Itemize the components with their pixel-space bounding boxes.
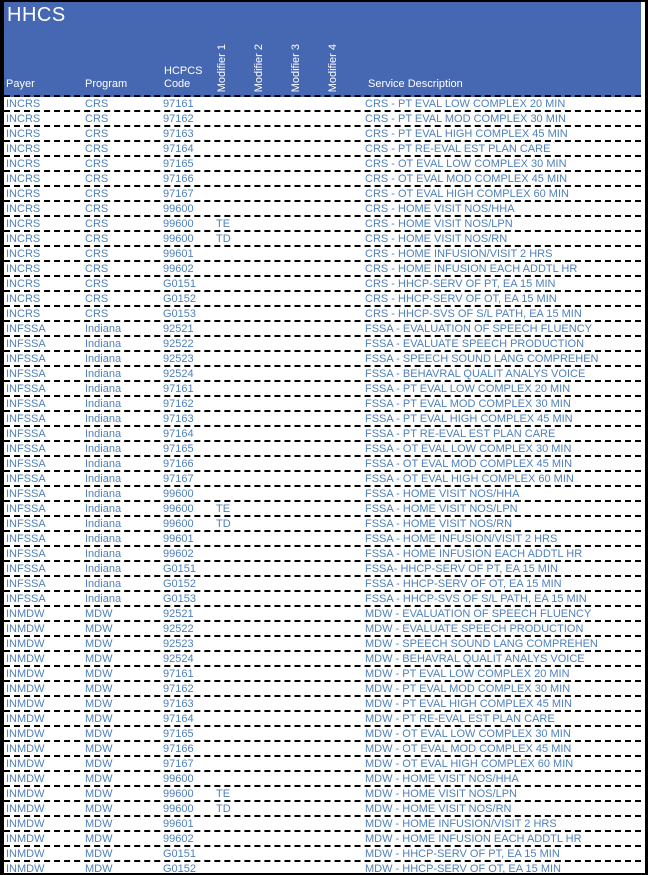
cell-service-description: MDW - SPEECH SOUND LANG COMPREHEN: [365, 637, 598, 650]
cell-program: CRS: [85, 277, 109, 290]
cell-program: CRS: [85, 307, 109, 320]
cell-payer: INFSSA: [6, 562, 46, 575]
table-row[interactable]: [4, 292, 641, 307]
cell-hcpcs-code: 99600: [163, 202, 194, 215]
table-row[interactable]: [4, 832, 641, 847]
cell-service-description: MDW - HHCP-SERV OF PT, EA 15 MIN: [365, 847, 560, 860]
cell-program: CRS: [85, 262, 109, 275]
cell-program: Indiana: [85, 337, 122, 350]
table-row[interactable]: [4, 532, 641, 547]
table-row[interactable]: [4, 772, 641, 787]
spreadsheet: [4, 2, 645, 873]
table-row[interactable]: [4, 127, 641, 142]
table-row[interactable]: [4, 187, 641, 202]
cell-service-description: FSSA - HHCP-SERV OF OT, EA 15 MIN: [365, 577, 562, 590]
cell-hcpcs-code: 92521: [163, 322, 194, 335]
cell-program: Indiana: [85, 457, 122, 470]
cell-hcpcs-code: 97163: [163, 412, 194, 425]
cell-payer: INCRS: [6, 277, 41, 290]
cell-service-description: MDW - HOME VISIT NOS/RN: [365, 802, 512, 815]
cell-service-description: FSSA - EVALUATE SPEECH PRODUCTION: [365, 337, 585, 350]
cell-payer: INFSSA: [6, 487, 46, 500]
cell-hcpcs-code: G0152: [163, 862, 197, 873]
cell-service-description: MDW - PT EVAL MOD COMPLEX 30 MIN: [365, 682, 571, 695]
cell-hcpcs-code: G0151: [163, 562, 197, 575]
cell-program: MDW: [85, 727, 113, 740]
column-header-payer: Payer: [6, 78, 35, 90]
cell-hcpcs-code: 97165: [163, 157, 194, 170]
cell-hcpcs-code: 97167: [163, 187, 194, 200]
cell-payer: INFSSA: [6, 427, 46, 440]
cell-hcpcs-code: 99602: [163, 262, 194, 275]
cell-program: Indiana: [85, 502, 122, 515]
table-row[interactable]: [4, 97, 641, 112]
cell-service-description: MDW - PT EVAL LOW COMPLEX 20 MIN: [365, 667, 570, 680]
cell-payer: INFSSA: [6, 547, 46, 560]
table-row[interactable]: [4, 667, 641, 682]
table-row[interactable]: [4, 337, 641, 352]
cell-program: MDW: [85, 772, 113, 785]
cell-service-description: CRS - HOME INFUSION/VISIT 2 HRS: [365, 247, 553, 260]
table-row[interactable]: [4, 862, 641, 873]
cell-service-description: FSSA - OT EVAL LOW COMPLEX 30 MIN: [365, 442, 572, 455]
cell-service-description: CRS - PT EVAL HIGH COMPLEX 45 MIN: [365, 127, 568, 140]
cell-payer: INCRS: [6, 142, 41, 155]
cell-payer: INMDW: [6, 832, 45, 845]
cell-hcpcs-code: 99600: [163, 232, 194, 245]
cell-program: MDW: [85, 667, 113, 680]
cell-payer: INCRS: [6, 232, 41, 245]
cell-program: Indiana: [85, 562, 122, 575]
table-header-band: [4, 2, 641, 97]
cell-service-description: MDW - EVALUATION OF SPEECH FLUENCY: [365, 607, 592, 620]
cell-program: CRS: [85, 187, 109, 200]
table-row[interactable]: [4, 232, 641, 247]
cell-service-description: MDW - HOME INFUSION EACH ADDTL HR: [365, 832, 582, 845]
cell-hcpcs-code: 92521: [163, 607, 194, 620]
cell-hcpcs-code: 97166: [163, 457, 194, 470]
cell-hcpcs-code: 97166: [163, 742, 194, 755]
cell-payer: INMDW: [6, 667, 45, 680]
cell-hcpcs-code: 97161: [163, 382, 194, 395]
table-row[interactable]: [4, 217, 641, 232]
cell-payer: INCRS: [6, 262, 41, 275]
cell-program: MDW: [85, 742, 113, 755]
cell-program: Indiana: [85, 472, 122, 485]
cell-service-description: MDW - OT EVAL HIGH COMPLEX 60 MIN: [365, 757, 574, 770]
cell-service-description: FSSA - HOME INFUSION EACH ADDTL HR: [365, 547, 583, 560]
cell-payer: INMDW: [6, 652, 45, 665]
cell-hcpcs-code: 97161: [163, 97, 194, 110]
cell-program: CRS: [85, 142, 109, 155]
cell-payer: INCRS: [6, 97, 41, 110]
cell-hcpcs-code: 99601: [163, 817, 194, 830]
cell-service-description: MDW - HOME VISIT NOS/LPN: [365, 787, 517, 800]
cell-payer: INMDW: [6, 622, 45, 635]
cell-program: CRS: [85, 127, 109, 140]
table-row[interactable]: [4, 577, 641, 592]
table-row[interactable]: [4, 562, 641, 577]
table-row[interactable]: [4, 307, 641, 322]
cell-program: MDW: [85, 757, 113, 770]
table-row[interactable]: [4, 382, 641, 397]
cell-hcpcs-code: 97164: [163, 427, 194, 440]
cell-payer: INFSSA: [6, 442, 46, 455]
cell-service-description: CRS - HOME INFUSION EACH ADDTL HR: [365, 262, 578, 275]
cell-hcpcs-code: G0153: [163, 307, 197, 320]
column-header-modifier-2: Modifier 2: [253, 43, 265, 92]
table-row[interactable]: [4, 802, 641, 817]
cell-service-description: FSSA - HOME VISIT NOS/RN: [365, 517, 513, 530]
cell-hcpcs-code: 92524: [163, 367, 194, 380]
cell-hcpcs-code: 97166: [163, 172, 194, 185]
cell-payer: INFSSA: [6, 592, 46, 605]
cell-service-description: FSSA - PT RE-EVAL EST PLAN CARE: [365, 427, 556, 440]
cell-program: Indiana: [85, 352, 122, 365]
cell-hcpcs-code: 99600: [163, 802, 194, 815]
cell-payer: INMDW: [6, 682, 45, 695]
cell-payer: INCRS: [6, 202, 41, 215]
cell-service-description: MDW - OT EVAL LOW COMPLEX 30 MIN: [365, 727, 571, 740]
cell-payer: INFSSA: [6, 397, 46, 410]
cell-service-description: CRS - OT EVAL MOD COMPLEX 45 MIN: [365, 172, 568, 185]
cell-payer: INMDW: [6, 712, 45, 725]
table-row[interactable]: [4, 277, 641, 292]
cell-service-description: CRS - HHCP-SERV OF OT, EA 15 MIN: [365, 292, 557, 305]
cell-program: MDW: [85, 652, 113, 665]
cell-hcpcs-code: 92523: [163, 637, 194, 650]
cell-hcpcs-code: 99600: [163, 502, 194, 515]
cell-program: Indiana: [85, 397, 122, 410]
cell-service-description: MDW - HOME VISIT NOS/HHA: [365, 772, 519, 785]
table-row[interactable]: [4, 622, 641, 637]
cell-payer: INFSSA: [6, 577, 46, 590]
column-header-program: Program: [85, 78, 128, 90]
table-row[interactable]: [4, 352, 641, 367]
cell-hcpcs-code: 97163: [163, 697, 194, 710]
cell-program: CRS: [85, 202, 109, 215]
table-body: [4, 97, 641, 873]
cell-service-description: CRS - PT EVAL MOD COMPLEX 30 MIN: [365, 112, 566, 125]
cell-service-description: FSSA - HOME VISIT NOS/HHA: [365, 487, 520, 500]
cell-program: CRS: [85, 217, 109, 230]
cell-program: MDW: [85, 697, 113, 710]
cell-service-description: CRS - HOME VISIT NOS/RN: [365, 232, 508, 245]
cell-hcpcs-code: 97162: [163, 397, 194, 410]
cell-payer: INMDW: [6, 742, 45, 755]
cell-program: Indiana: [85, 517, 122, 530]
cell-service-description: MDW - EVALUATE SPEECH PRODUCTION: [365, 622, 584, 635]
cell-program: Indiana: [85, 322, 122, 335]
cell-hcpcs-code: 97164: [163, 142, 194, 155]
table-row[interactable]: [4, 472, 641, 487]
cell-payer: INMDW: [6, 772, 45, 785]
table-row[interactable]: [4, 757, 641, 772]
cell-service-description: MDW - OT EVAL MOD COMPLEX 45 MIN: [365, 742, 572, 755]
cell-hcpcs-code: G0151: [163, 847, 197, 860]
cell-payer: INMDW: [6, 787, 45, 800]
cell-payer: INCRS: [6, 112, 41, 125]
cell-hcpcs-code: 92523: [163, 352, 194, 365]
cell-program: Indiana: [85, 382, 122, 395]
table-row[interactable]: [4, 247, 641, 262]
cell-hcpcs-code: 92522: [163, 337, 194, 350]
table-row[interactable]: [4, 652, 641, 667]
cell-hcpcs-code: 99600: [163, 487, 194, 500]
cell-modifier-1: TD: [216, 517, 231, 530]
cell-payer: INFSSA: [6, 382, 46, 395]
cell-payer: INMDW: [6, 862, 45, 873]
table-row[interactable]: [4, 442, 641, 457]
cell-payer: INCRS: [6, 157, 41, 170]
cell-program: MDW: [85, 712, 113, 725]
column-header-service-description: Service Description: [368, 78, 463, 90]
cell-service-description: FSSA - BEHAVRAL QUALIT ANALYS VOICE: [365, 367, 586, 380]
table-row[interactable]: [4, 142, 641, 157]
cell-payer: INFSSA: [6, 337, 46, 350]
cell-program: CRS: [85, 247, 109, 260]
cell-hcpcs-code: G0152: [163, 577, 197, 590]
cell-payer: INFSSA: [6, 412, 46, 425]
cell-payer: INMDW: [6, 802, 45, 815]
cell-payer: INMDW: [6, 607, 45, 620]
cell-service-description: FSSA - SPEECH SOUND LANG COMPREHEN: [365, 352, 599, 365]
cell-hcpcs-code: 99601: [163, 532, 194, 545]
table-row[interactable]: [4, 157, 641, 172]
cell-service-description: MDW - BEHAVRAL QUALIT ANALYS VOICE: [365, 652, 585, 665]
cell-hcpcs-code: G0153: [163, 592, 197, 605]
table-row[interactable]: [4, 412, 641, 427]
cell-hcpcs-code: G0152: [163, 292, 197, 305]
cell-program: Indiana: [85, 592, 122, 605]
cell-hcpcs-code: 99602: [163, 832, 194, 845]
cell-program: CRS: [85, 97, 109, 110]
cell-payer: INFSSA: [6, 367, 46, 380]
cell-program: CRS: [85, 157, 109, 170]
table-row[interactable]: [4, 712, 641, 727]
cell-payer: INCRS: [6, 307, 41, 320]
cell-modifier-1: TD: [216, 232, 231, 245]
cell-service-description: FSSA- HHCP-SERV OF PT, EA 15 MIN: [365, 562, 558, 575]
cell-payer: INMDW: [6, 847, 45, 860]
cell-hcpcs-code: 97165: [163, 727, 194, 740]
cell-hcpcs-code: 92524: [163, 652, 194, 665]
cell-program: MDW: [85, 802, 113, 815]
cell-modifier-1: TE: [216, 787, 231, 800]
cell-payer: INFSSA: [6, 502, 46, 515]
table-row[interactable]: [4, 682, 641, 697]
table-row[interactable]: [4, 487, 641, 502]
cell-program: Indiana: [85, 412, 122, 425]
cell-service-description: FSSA - OT EVAL HIGH COMPLEX 60 MIN: [365, 472, 574, 485]
table-row[interactable]: [4, 697, 641, 712]
table-row[interactable]: [4, 742, 641, 757]
cell-service-description: FSSA - PT EVAL MOD COMPLEX 30 MIN: [365, 397, 571, 410]
cell-service-description: CRS - PT RE-EVAL EST PLAN CARE: [365, 142, 551, 155]
cell-program: MDW: [85, 817, 113, 830]
cell-hcpcs-code: 99600: [163, 217, 194, 230]
cell-program: MDW: [85, 832, 113, 845]
table-row[interactable]: [4, 502, 641, 517]
cell-program: Indiana: [85, 487, 122, 500]
cell-program: MDW: [85, 607, 113, 620]
cell-payer: INMDW: [6, 727, 45, 740]
column-header-modifier-3: Modifier 3: [290, 43, 302, 92]
cell-service-description: CRS - HHCP-SERV OF PT, EA 15 MIN: [365, 277, 556, 290]
cell-payer: INFSSA: [6, 472, 46, 485]
cell-service-description: FSSA - EVALUATION OF SPEECH FLUENCY: [365, 322, 592, 335]
table-row[interactable]: [4, 202, 641, 217]
cell-program: Indiana: [85, 547, 122, 560]
cell-payer: INCRS: [6, 187, 41, 200]
table-row[interactable]: [4, 787, 641, 802]
table-row[interactable]: [4, 112, 641, 127]
cell-service-description: MDW - PT EVAL HIGH COMPLEX 45 MIN: [365, 697, 572, 710]
cell-service-description: CRS - OT EVAL LOW COMPLEX 30 MIN: [365, 157, 567, 170]
cell-hcpcs-code: 97167: [163, 757, 194, 770]
cell-service-description: FSSA - OT EVAL MOD COMPLEX 45 MIN: [365, 457, 573, 470]
cell-payer: INCRS: [6, 172, 41, 185]
sheet-title: HHCS: [7, 4, 66, 26]
cell-payer: INFSSA: [6, 352, 46, 365]
cell-payer: INFSSA: [6, 532, 46, 545]
table-row[interactable]: [4, 322, 641, 337]
cell-service-description: FSSA - PT EVAL LOW COMPLEX 20 MIN: [365, 382, 571, 395]
cell-hcpcs-code: 97165: [163, 442, 194, 455]
cell-hcpcs-code: 99601: [163, 247, 194, 260]
cell-modifier-1: TD: [216, 802, 231, 815]
cell-program: MDW: [85, 862, 113, 873]
cell-hcpcs-code: 97163: [163, 127, 194, 140]
cell-hcpcs-code: 97167: [163, 472, 194, 485]
column-header-hcpcs-code: HCPCS Code: [164, 65, 203, 90]
cell-service-description: CRS - OT EVAL HIGH COMPLEX 60 MIN: [365, 187, 569, 200]
cell-modifier-1: TE: [216, 217, 231, 230]
cell-payer: INMDW: [6, 637, 45, 650]
cell-modifier-1: TE: [216, 502, 231, 515]
cell-service-description: FSSA - HOME INFUSION/VISIT 2 HRS: [365, 532, 558, 545]
cell-payer: INFSSA: [6, 457, 46, 470]
column-header-modifier-1: Modifier 1: [216, 43, 228, 92]
cell-payer: INMDW: [6, 817, 45, 830]
cell-hcpcs-code: G0151: [163, 277, 197, 290]
cell-program: Indiana: [85, 367, 122, 380]
cell-hcpcs-code: 97162: [163, 682, 194, 695]
table-row[interactable]: [4, 607, 641, 622]
table-row[interactable]: [4, 727, 641, 742]
cell-program: CRS: [85, 112, 109, 125]
cell-service-description: MDW - HHCP-SERV OF OT, EA 15 MIN: [365, 862, 561, 873]
cell-program: MDW: [85, 847, 113, 860]
table-row[interactable]: [4, 427, 641, 442]
cell-program: MDW: [85, 682, 113, 695]
table-row[interactable]: [4, 367, 641, 382]
cell-payer: INFSSA: [6, 517, 46, 530]
table-row[interactable]: [4, 592, 641, 607]
cell-program: Indiana: [85, 577, 122, 590]
cell-program: MDW: [85, 637, 113, 650]
cell-program: CRS: [85, 292, 109, 305]
cell-hcpcs-code: 99600: [163, 772, 194, 785]
cell-service-description: CRS - HHCP-SVS OF S/L PATH, EA 15 MIN: [365, 307, 582, 320]
cell-hcpcs-code: 92522: [163, 622, 194, 635]
table-row[interactable]: [4, 547, 641, 562]
cell-service-description: FSSA - PT EVAL HIGH COMPLEX 45 MIN: [365, 412, 573, 425]
cell-payer: INMDW: [6, 697, 45, 710]
cell-hcpcs-code: 99600: [163, 787, 194, 800]
cell-program: CRS: [85, 172, 109, 185]
table-row[interactable]: [4, 517, 641, 532]
table-row[interactable]: [4, 457, 641, 472]
table-row[interactable]: [4, 847, 641, 862]
cell-program: Indiana: [85, 427, 122, 440]
cell-payer: INCRS: [6, 292, 41, 305]
table-row[interactable]: [4, 817, 641, 832]
cell-payer: INCRS: [6, 217, 41, 230]
cell-hcpcs-code: 97162: [163, 112, 194, 125]
table-row[interactable]: [4, 172, 641, 187]
cell-program: CRS: [85, 232, 109, 245]
cell-service-description: CRS - PT EVAL LOW COMPLEX 20 MIN: [365, 97, 566, 110]
cell-hcpcs-code: 97164: [163, 712, 194, 725]
cell-hcpcs-code: 99600: [163, 517, 194, 530]
cell-program: MDW: [85, 622, 113, 635]
cell-service-description: FSSA - HHCP-SVS OF S/L PATH, EA 15 MIN: [365, 592, 587, 605]
cell-service-description: FSSA - HOME VISIT NOS/LPN: [365, 502, 518, 515]
cell-service-description: MDW - HOME INFUSION/VISIT 2 HRS: [365, 817, 557, 830]
cell-payer: INCRS: [6, 247, 41, 260]
cell-program: Indiana: [85, 532, 122, 545]
cell-service-description: MDW - PT RE-EVAL EST PLAN CARE: [365, 712, 555, 725]
cell-payer: INFSSA: [6, 322, 46, 335]
column-header-modifier-4: Modifier 4: [327, 43, 339, 92]
table-row[interactable]: [4, 397, 641, 412]
table-row[interactable]: [4, 262, 641, 277]
cell-payer: INCRS: [6, 127, 41, 140]
cell-program: Indiana: [85, 442, 122, 455]
cell-hcpcs-code: 99602: [163, 547, 194, 560]
cell-hcpcs-code: 97161: [163, 667, 194, 680]
cell-service-description: CRS - HOME VISIT NOS/LPN: [365, 217, 513, 230]
cell-service-description: CRS - HOME VISIT NOS/HHA: [365, 202, 515, 215]
cell-program: MDW: [85, 787, 113, 800]
table-row[interactable]: [4, 637, 641, 652]
cell-payer: INMDW: [6, 757, 45, 770]
